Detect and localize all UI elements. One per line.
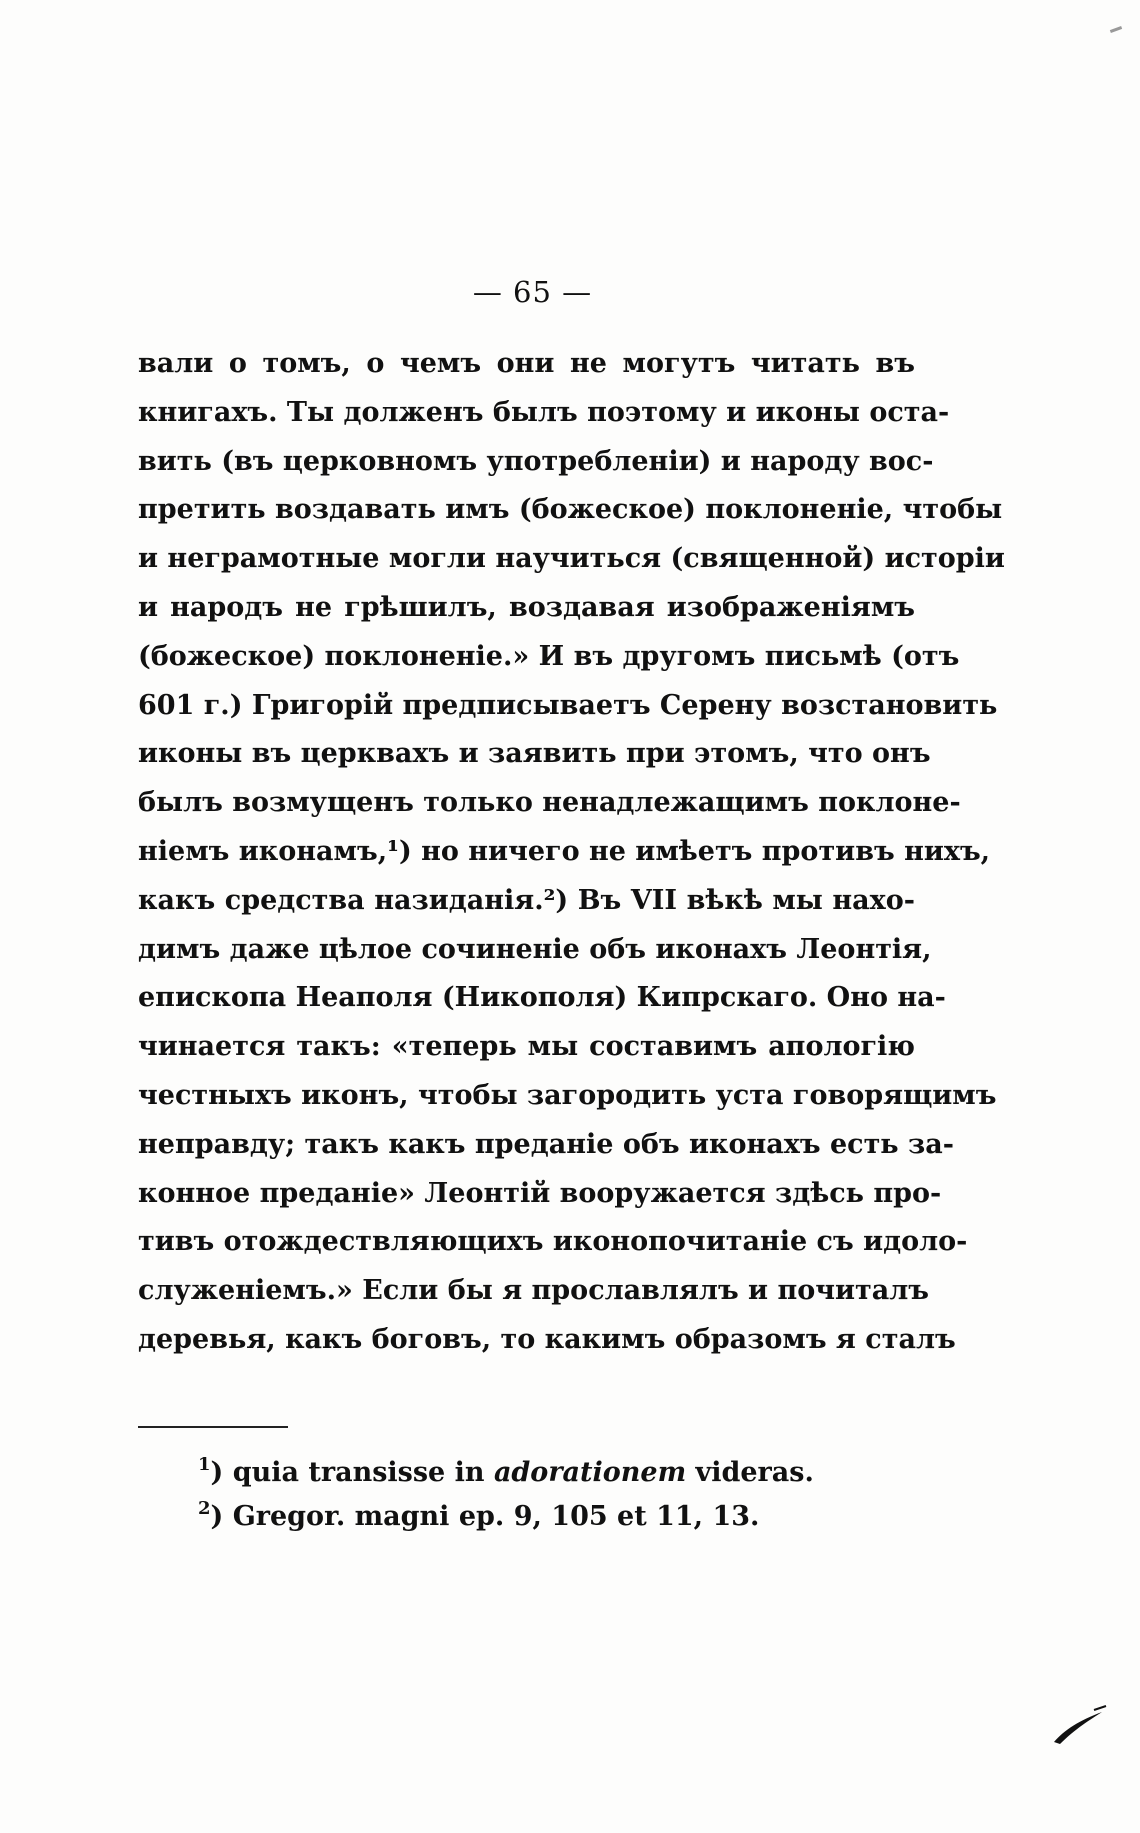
footnote-text: Gregor. magni ep. 9, 105 et 11, 13.: [232, 1501, 760, 1532]
footnote-italic-text: adorationem: [493, 1457, 687, 1488]
footnote-2: [198, 1495, 898, 1539]
text-line: тивъ отождествляющихъ иконопочитаніе съ идоло-: [138, 1226, 968, 1258]
body-text: [138, 340, 1005, 1365]
text-line: былъ возмущенъ только ненадлежащимъ поклоне-: [138, 787, 961, 819]
footnote-paren: ): [210, 1457, 233, 1488]
footnote-text: videras.: [686, 1457, 814, 1488]
text-line: и неграмотные могли научиться (священной) исторіи: [138, 543, 1005, 575]
footnote-text: quia transisse in: [232, 1457, 494, 1488]
scan-speck: [1110, 26, 1122, 33]
text-line: и народъ не грѣшилъ, воздавая изображеніямъ: [138, 591, 915, 623]
text-line: деревья, какъ боговъ, то какимъ образомъ я сталъ: [138, 1323, 956, 1355]
text-line: неправду; такъ какъ преданіе объ иконахъ есть за-: [138, 1128, 954, 1160]
text-line: конное преданіе» Леонтій вооружается здѣсь про-: [138, 1177, 942, 1209]
footnote-paren: ): [210, 1501, 233, 1532]
page-number: — 65 —: [472, 275, 593, 309]
footnote-rule: [138, 1426, 288, 1428]
text-line: димъ даже цѣлое сочиненіе объ иконахъ Леонтія,: [138, 933, 932, 965]
ink-flourish-icon: [1050, 1700, 1110, 1750]
text-line: иконы въ церквахъ и заявить при этомъ, что онъ: [138, 738, 931, 770]
text-line: какъ средства назиданія.²) Въ VII вѣкѣ мы нахо-: [138, 884, 915, 916]
footnote-marker: 1: [198, 1454, 211, 1476]
text-line: вить (въ церковномъ употребленіи) и народу вос-: [138, 445, 934, 477]
text-line: (божеское) поклоненіе.» И въ другомъ письмѣ (отъ: [138, 640, 960, 672]
text-line: вали о томъ, о чемъ они не могутъ читать въ: [138, 348, 915, 379]
text-line: претить воздавать имъ (божеское) поклоненіе, чтобы: [138, 494, 1003, 526]
footnote-marker: 2: [198, 1498, 211, 1520]
text-line: честныхъ иконъ, чтобы загородить уста говорящимъ: [138, 1079, 997, 1111]
footnotes: [198, 1451, 898, 1539]
text-line: 601 г.) Григорій предписываетъ Серену возстановить: [138, 689, 998, 721]
text-line: служеніемъ.» Если бы я прославлялъ и почиталъ: [138, 1275, 930, 1307]
footnote-1: [198, 1451, 898, 1495]
text-line: чинается такъ: «теперь мы составимъ апологію: [138, 1031, 915, 1063]
text-line: епископа Неаполя (Никополя) Кипрскаго. Оно на-: [138, 982, 946, 1014]
text-line: ніемъ иконамъ,¹) но ничего не имѣетъ противъ нихъ,: [138, 835, 991, 867]
text-line: книгахъ. Ты долженъ былъ поэтому и иконы оста-: [138, 396, 950, 428]
